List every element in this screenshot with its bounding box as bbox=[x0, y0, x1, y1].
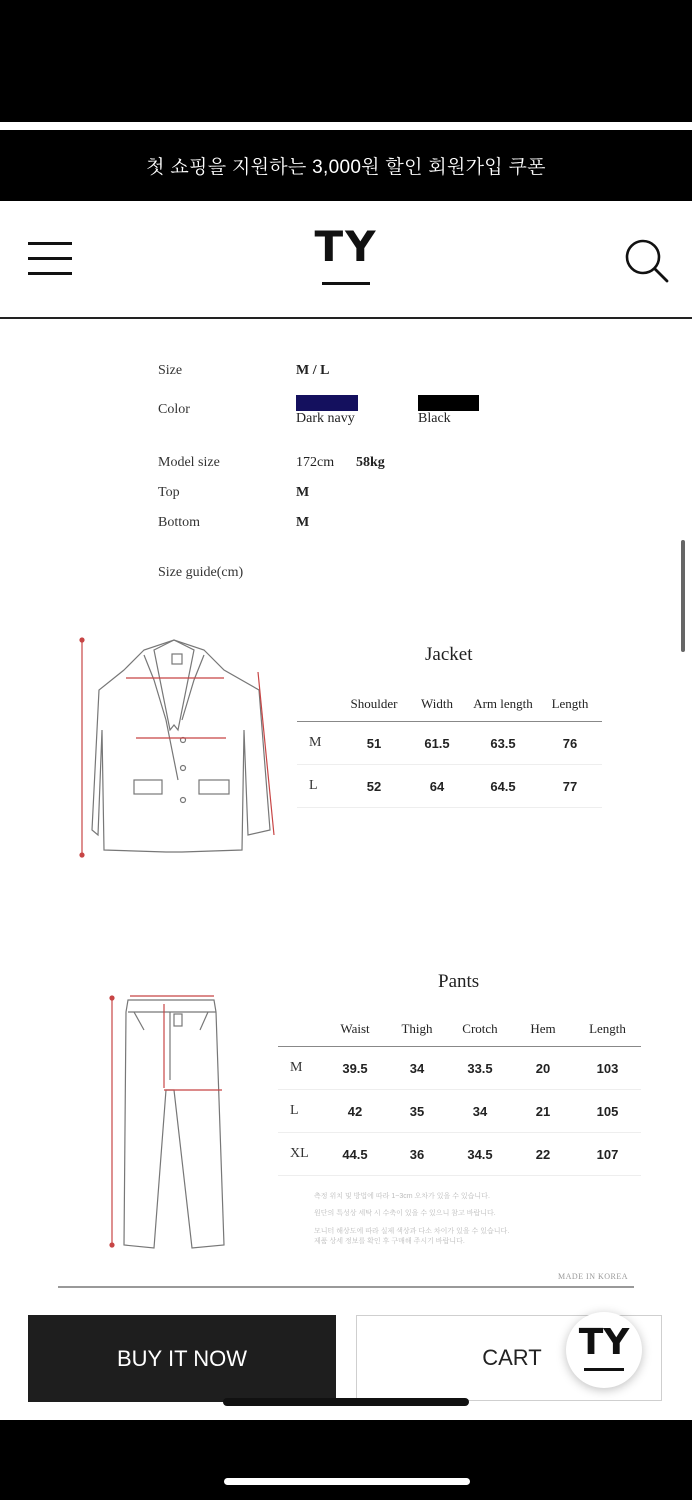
made-in-label: MADE IN KOREA bbox=[558, 1272, 629, 1281]
floating-logo-button[interactable] bbox=[566, 1312, 642, 1388]
table-cell: 76 bbox=[538, 722, 602, 765]
table-header-cell: Crotch bbox=[448, 1012, 512, 1047]
top-label: Top bbox=[158, 485, 180, 500]
table-cell: 20 bbox=[512, 1047, 574, 1090]
hamburger-menu-icon[interactable] bbox=[28, 240, 72, 276]
table-row bbox=[278, 1047, 641, 1090]
table-row bbox=[297, 722, 602, 765]
site-logo[interactable] bbox=[296, 222, 396, 292]
model-height: 172cm bbox=[296, 455, 335, 470]
table-header-cell bbox=[297, 687, 342, 722]
table-row bbox=[297, 765, 602, 808]
table-header-cell: Thigh bbox=[386, 1012, 448, 1047]
color-label: Color bbox=[158, 402, 190, 417]
cart-button-label: CART bbox=[482, 1345, 542, 1370]
table-header-cell: Waist bbox=[324, 1012, 386, 1047]
care-note-2: 원단의 특성상 세탁 시 수축이 있을 수 있으니 참고 바랍니다. bbox=[314, 1210, 496, 1217]
table-cell: 44.5 bbox=[324, 1133, 386, 1176]
table-header-cell: Length bbox=[538, 687, 602, 722]
table-header-cell bbox=[278, 1012, 324, 1047]
table-cell: 77 bbox=[538, 765, 602, 808]
floating-logo-underline bbox=[584, 1368, 624, 1371]
logo-underline bbox=[322, 282, 370, 285]
row-size-label: L bbox=[297, 765, 342, 808]
table-cell: 64.5 bbox=[468, 765, 538, 808]
table-header-cell: Length bbox=[574, 1012, 641, 1047]
table-cell: 63.5 bbox=[468, 722, 538, 765]
vertical-scrollbar[interactable] bbox=[681, 540, 685, 652]
jacket-diagram-illustration bbox=[74, 630, 284, 862]
table-cell: 34 bbox=[448, 1090, 512, 1133]
row-size-label: M bbox=[297, 722, 342, 765]
color-name-dark-navy: Dark navy bbox=[296, 411, 355, 426]
care-note-1: 측정 위치 및 방법에 따라 1~3cm 오차가 있을 수 있습니다. bbox=[314, 1193, 490, 1200]
table-row bbox=[278, 1090, 641, 1133]
table-cell: 64 bbox=[406, 765, 468, 808]
care-note-3: 모니터 해상도에 따라 실제 색상과 다소 차이가 있을 수 있습니다. bbox=[314, 1228, 510, 1235]
care-note-4: 제품 상세 정보를 확인 후 구매해 주시기 바랍니다. bbox=[314, 1238, 465, 1245]
size-value: M / L bbox=[296, 363, 330, 378]
table-cell: 61.5 bbox=[406, 722, 468, 765]
home-indicator[interactable] bbox=[224, 1478, 470, 1485]
table-cell: 22 bbox=[512, 1133, 574, 1176]
dark-navy-swatch bbox=[296, 395, 358, 411]
row-size-label: XL bbox=[278, 1133, 324, 1176]
table-cell: 21 bbox=[512, 1090, 574, 1133]
table-cell: 35 bbox=[386, 1090, 448, 1133]
black-swatch bbox=[418, 395, 479, 411]
site-logo-text: TY bbox=[314, 222, 378, 271]
model-weight: 58kg bbox=[356, 455, 385, 470]
top-value: M bbox=[296, 485, 310, 500]
jacket-size-table bbox=[297, 687, 602, 808]
table-cell: 36 bbox=[386, 1133, 448, 1176]
table-row bbox=[278, 1133, 641, 1176]
promo-banner[interactable] bbox=[0, 130, 692, 201]
bottom-value: M bbox=[296, 515, 310, 530]
table-cell: 33.5 bbox=[448, 1047, 512, 1090]
search-icon[interactable] bbox=[622, 236, 670, 284]
bottom-label: Bottom bbox=[158, 515, 201, 530]
section-divider bbox=[58, 1286, 634, 1288]
floating-logo-text: TY bbox=[578, 1322, 630, 1363]
row-size-label: M bbox=[278, 1047, 324, 1090]
table-cell: 52 bbox=[342, 765, 406, 808]
pants-table-title: Pants bbox=[438, 971, 480, 992]
jacket-table-title: Jacket bbox=[425, 644, 473, 665]
buy-it-now-button[interactable]: BUY IT NOW bbox=[28, 1315, 336, 1402]
size-label: Size bbox=[158, 363, 183, 378]
table-cell: 51 bbox=[342, 722, 406, 765]
pants-diagram-illustration bbox=[104, 990, 234, 1255]
horizontal-scroll-indicator bbox=[223, 1398, 469, 1406]
table-cell: 42 bbox=[324, 1090, 386, 1133]
size-guide-label: Size guide(cm) bbox=[158, 565, 244, 580]
table-header-row bbox=[278, 1012, 641, 1047]
model-size-label: Model size bbox=[158, 455, 220, 470]
table-cell: 34 bbox=[386, 1047, 448, 1090]
bottom-safe-area bbox=[0, 1420, 692, 1500]
table-cell: 107 bbox=[574, 1133, 641, 1176]
table-header-row bbox=[297, 687, 602, 722]
row-size-label: L bbox=[278, 1090, 324, 1133]
table-cell: 39.5 bbox=[324, 1047, 386, 1090]
table-cell: 105 bbox=[574, 1090, 641, 1133]
color-name-black: Black bbox=[418, 411, 451, 426]
promo-banner-text: 첫 쇼핑을 지원하는 3,000원 할인 회원가입 쿠폰 bbox=[146, 157, 546, 178]
table-header-cell: Width bbox=[406, 687, 468, 722]
status-bar bbox=[0, 0, 692, 122]
table-cell: 103 bbox=[574, 1047, 641, 1090]
table-header-cell: Arm length bbox=[468, 687, 538, 722]
pants-size-table bbox=[278, 1012, 641, 1176]
table-cell: 34.5 bbox=[448, 1133, 512, 1176]
table-header-cell: Shoulder bbox=[342, 687, 406, 722]
table-header-cell: Hem bbox=[512, 1012, 574, 1047]
